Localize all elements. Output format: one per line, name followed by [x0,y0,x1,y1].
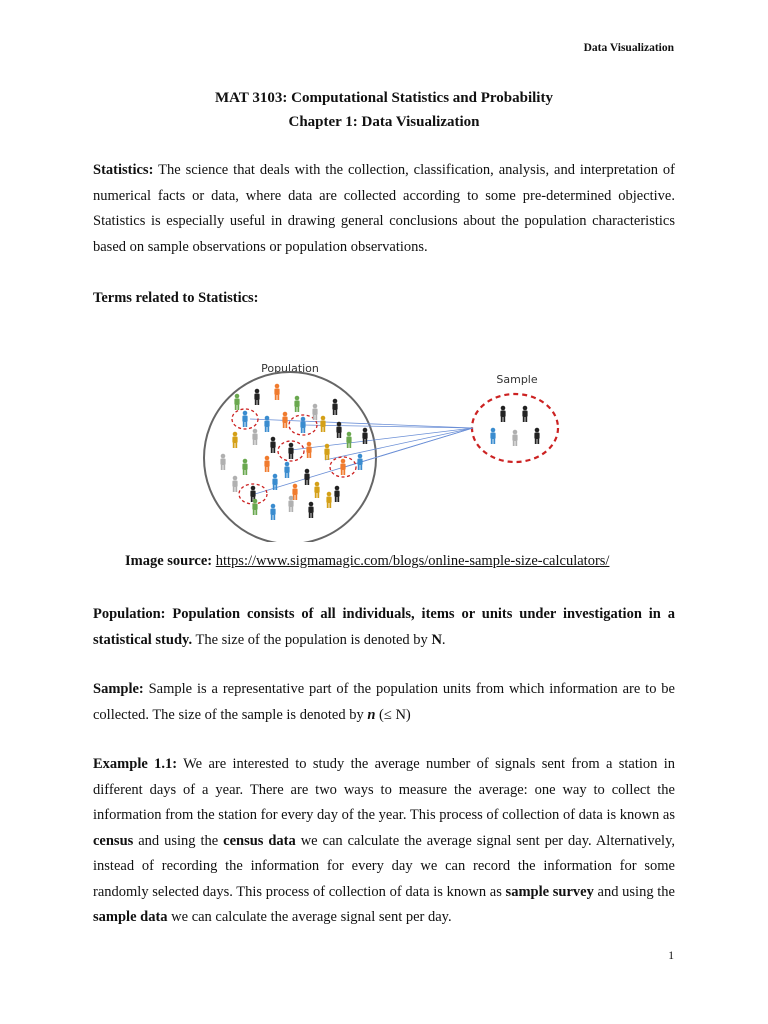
person-icon [274,384,279,400]
person-icon [324,444,329,460]
person-icon [312,404,317,420]
statistics-definition [93,158,675,260]
example-text-5: we can calculate the average signal sent per day. [167,909,452,925]
person-icon [270,437,275,453]
population-definition [93,602,675,653]
example-text-1: We are interested to study the average number of signals sent from a station in different days of a year. There are two ways to measure the average: one way to collect the information from the station for every day of the year. This process of collection of data is known as [93,756,675,823]
population-end: . [441,631,446,648]
person-icon [334,486,339,502]
image-source [125,553,609,570]
sample-label: Sample [496,373,538,386]
sample-circle [472,394,558,462]
person-icon [326,492,331,508]
sample-symbol: n [367,706,376,723]
person-icon [522,406,527,422]
person-icon [512,430,517,446]
person-icon [490,428,495,444]
person-icon [534,428,539,444]
person-icon [284,462,289,478]
running-header: Data Visualization [583,42,674,54]
page-number: 1 [668,950,674,962]
person-icon [220,454,225,470]
course-title: MAT 3103: Computational Statistics and Probability [215,90,553,106]
image-source-label: Image source: [125,553,213,569]
person-icon [254,389,259,405]
person-icon [270,504,275,520]
person-icon [362,428,367,444]
person-icon [288,443,293,459]
person-icon [232,432,237,448]
example-text-4: and using the [593,883,675,900]
person-icon [332,399,337,415]
person-icon [336,422,341,438]
sample-end: (≤ N) [375,706,411,723]
sample-data-term: sample data [93,909,168,925]
person-icon [234,394,239,410]
person-icon [308,502,313,518]
person-icon [232,476,237,492]
person-icon [264,456,269,472]
population-sample-diagram [195,352,575,542]
chapter-title: Chapter 1: Data Visualization [288,114,480,130]
person-icon [294,396,299,412]
sample-definition [93,677,675,728]
population-label: Population [261,362,319,375]
population-lead: Population: Population consists of all individuals, items or units under investigation in a statistical study. [93,606,675,648]
person-icon [306,442,311,458]
example-lead: Example 1.1: [93,756,178,772]
statistics-lead: Statistics: [93,162,154,178]
people-icons [220,384,539,520]
person-icon [500,406,505,422]
person-icon [357,454,362,470]
census-data-term: census data [223,832,296,849]
person-icon [242,459,247,475]
population-symbol: N [431,631,442,648]
terms-heading: Terms related to Statistics: [93,290,259,306]
example-paragraph [93,752,675,931]
person-icon [300,417,305,433]
example-text-3: we can calculate the average signal sent per day. Alternatively, instead of recording the information for every day we can record the information for some randomly selected days. This process of collection of data is known as [93,832,676,900]
person-icon [340,459,345,475]
person-icon [288,496,293,512]
sample-survey-term: sample survey [505,883,594,900]
sample-text: Sample is a representative part of the population units from which information are to be collected. The size of the sample is denoted by [93,681,675,723]
person-icon [252,429,257,445]
person-icon [304,469,309,485]
census-term: census [93,832,134,849]
sample-lead: Sample: [93,681,144,697]
person-icon [314,482,319,498]
title-block [0,86,768,134]
statistics-text: The science that deals with the collection, classification, analysis, and interpretation of numerical facts or data, where data are collected according to some pre-determined objective. Statistics is especially useful in drawing general conclusions about the population characteristics based on sample observations or population observations. [93,162,675,255]
person-icon [252,499,257,515]
population-text: The size of the population is denoted by [192,631,432,648]
example-text-2: and using the [133,832,224,849]
image-source-link[interactable]: https://www.sigmamagic.com/blogs/online-sample-size-calculators/ [215,553,610,569]
person-icon [320,416,325,432]
person-icon [282,412,287,428]
population-sample-figure [195,352,575,542]
person-icon [346,432,351,448]
person-icon [242,411,247,427]
person-icon [264,416,269,432]
